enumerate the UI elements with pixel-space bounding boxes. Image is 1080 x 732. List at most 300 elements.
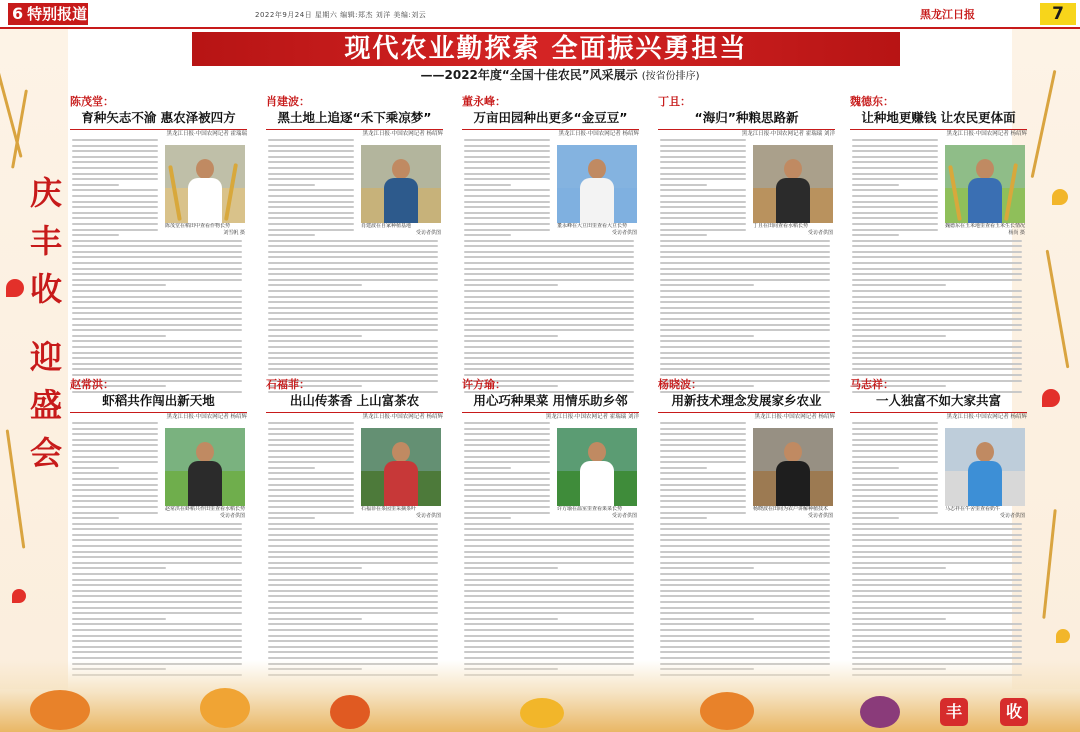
text-line — [72, 623, 242, 625]
text-line — [660, 284, 754, 286]
text-line — [660, 206, 746, 208]
text-line — [72, 139, 158, 141]
text-line — [268, 240, 438, 242]
text-line — [464, 478, 550, 480]
text-line — [464, 329, 634, 331]
text-line — [268, 212, 354, 214]
text-line — [464, 623, 634, 625]
text-line — [852, 346, 1022, 348]
text-line — [268, 500, 354, 502]
text-line — [852, 467, 899, 469]
text-line — [464, 489, 550, 491]
text-line — [72, 506, 158, 508]
text-line — [464, 545, 634, 547]
text-line — [660, 500, 746, 502]
text-line — [268, 612, 438, 614]
text-line — [852, 173, 938, 175]
text-line — [464, 262, 634, 264]
text-line — [660, 256, 830, 258]
text-line — [72, 312, 242, 314]
text-line — [72, 161, 158, 163]
text-line — [268, 284, 362, 286]
text-line — [268, 245, 438, 247]
text-line — [268, 567, 362, 569]
newspaper-name: 黑龙江日报 — [920, 8, 975, 21]
text-line — [72, 145, 158, 147]
text-line — [464, 251, 634, 253]
text-line — [852, 629, 1022, 631]
photo-credit: 受访者供图 — [999, 513, 1025, 519]
text-line — [660, 273, 830, 275]
corn-icon — [520, 698, 564, 728]
text-line — [464, 150, 550, 152]
text-line — [268, 512, 354, 514]
text-line — [268, 368, 438, 370]
text-line — [464, 167, 550, 169]
text-line — [852, 374, 1022, 376]
farmer-name: 马志祥： — [850, 378, 894, 391]
text-line — [268, 301, 438, 303]
text-line — [268, 234, 315, 236]
photo-credit: 受访者供图 — [415, 513, 441, 519]
page-number-left: 6 — [12, 4, 24, 23]
article-byline: 黑龙江日报·中国农网记者 霍瑞瑞 — [166, 131, 247, 137]
text-line — [464, 573, 634, 575]
text-line — [852, 251, 1022, 253]
text-line — [852, 556, 1022, 558]
text-line — [268, 329, 438, 331]
text-line — [72, 539, 242, 541]
text-line — [72, 251, 242, 253]
pumpkin-icon — [700, 692, 754, 730]
text-line — [72, 472, 158, 474]
text-line — [464, 607, 634, 609]
text-line — [268, 217, 354, 219]
text-line — [268, 150, 354, 152]
text-line — [464, 590, 634, 592]
text-line — [660, 268, 830, 270]
text-line — [660, 472, 746, 474]
article-headline: 虾稻共作闯出新天地 — [102, 393, 215, 408]
text-line — [464, 506, 550, 508]
text-line — [464, 268, 634, 270]
text-line — [72, 167, 158, 169]
article-byline: 黑龙江日报·中国农网记者 杨绍辉 — [362, 414, 443, 420]
text-line — [72, 551, 242, 553]
photo-credit: 刘雪帆 摄 — [223, 230, 245, 236]
page-header — [0, 0, 1080, 28]
text-line — [852, 307, 1022, 309]
wheat-stalk-icon — [0, 70, 23, 158]
text-line — [852, 150, 938, 152]
text-line — [268, 618, 362, 620]
text-line — [852, 296, 1022, 298]
text-line — [660, 439, 746, 441]
text-line — [852, 161, 938, 163]
text-line — [72, 184, 119, 186]
text-line — [72, 240, 242, 242]
text-line — [464, 173, 550, 175]
text-line — [464, 640, 634, 642]
photo-caption: 肖建波在自家种植基地 — [361, 223, 412, 229]
text-line — [72, 245, 242, 247]
article-body — [266, 139, 443, 399]
text-line — [852, 422, 938, 424]
text-line — [660, 579, 830, 581]
text-line — [268, 539, 438, 541]
text-line — [464, 240, 634, 242]
text-line — [268, 161, 354, 163]
page-title: 现代农业勤探索 全面振兴勇担当 — [344, 34, 748, 64]
text-line — [852, 539, 1022, 541]
text-line — [72, 346, 242, 348]
text-line — [464, 428, 550, 430]
text-line — [464, 512, 550, 514]
text-line — [660, 217, 746, 219]
text-line — [852, 635, 1022, 637]
text-line — [852, 206, 938, 208]
text-line — [852, 329, 1022, 331]
text-line — [72, 262, 242, 264]
body-text — [464, 139, 634, 396]
photo-caption: 董永峰在大豆田里查看大豆长势 — [557, 223, 628, 229]
text-line — [660, 646, 830, 648]
text-line — [660, 156, 746, 158]
text-line — [852, 489, 938, 491]
text-line — [72, 340, 242, 342]
flower-icon — [1042, 389, 1060, 407]
text-line — [852, 579, 1022, 581]
text-line — [852, 268, 1022, 270]
text-line — [72, 484, 158, 486]
text-line — [852, 562, 1022, 564]
text-line — [268, 262, 438, 264]
text-line — [268, 517, 315, 519]
text-line — [660, 324, 830, 326]
article-byline: 黑龙江日报·中国农网记者 杨绍辉 — [558, 131, 639, 137]
text-line — [72, 528, 242, 530]
text-line — [660, 584, 830, 586]
text-line — [464, 307, 634, 309]
text-line — [268, 472, 354, 474]
text-line — [464, 584, 634, 586]
text-line — [660, 201, 746, 203]
photo-credit: 受访者供图 — [415, 230, 441, 236]
text-line — [852, 528, 1022, 530]
article-card — [70, 378, 247, 683]
farmer-name: 陈茂堂： — [70, 95, 114, 108]
text-line — [660, 229, 746, 231]
wheat-stalk-icon — [1046, 250, 1070, 369]
text-line — [660, 489, 746, 491]
text-line — [852, 433, 938, 435]
text-line — [464, 145, 550, 147]
slogan-char: 丰 — [30, 222, 63, 260]
wheat-stalk-icon — [6, 429, 26, 548]
text-line — [72, 201, 158, 203]
text-line — [852, 201, 938, 203]
text-line — [464, 340, 634, 342]
text-line — [268, 223, 354, 225]
text-line — [72, 651, 242, 653]
text-line — [852, 612, 1022, 614]
text-line — [268, 607, 438, 609]
text-line — [852, 167, 938, 169]
text-line — [464, 357, 634, 359]
text-line — [464, 284, 558, 286]
text-line — [268, 178, 354, 180]
text-line — [72, 318, 242, 320]
article-body — [70, 139, 247, 399]
text-line — [660, 307, 830, 309]
text-line — [464, 352, 634, 354]
article-card — [70, 95, 247, 400]
text-line — [464, 279, 634, 281]
text-line — [464, 651, 634, 653]
slogan-char: 迎 — [30, 338, 63, 376]
text-line — [464, 156, 550, 158]
body-text — [72, 422, 242, 679]
photo-credit: 受访者供图 — [611, 230, 637, 236]
text-line — [660, 340, 830, 342]
text-line — [72, 268, 242, 270]
text-line — [72, 612, 242, 614]
article-card — [850, 378, 1027, 683]
text-line — [464, 567, 558, 569]
text-line — [660, 612, 830, 614]
text-line — [72, 273, 242, 275]
text-line — [464, 335, 558, 337]
text-line — [852, 601, 1022, 603]
text-line — [660, 601, 830, 603]
text-line — [852, 646, 1022, 648]
text-line — [660, 178, 746, 180]
text-line — [464, 223, 550, 225]
text-line — [72, 279, 242, 281]
text-line — [660, 567, 754, 569]
text-line — [72, 512, 158, 514]
text-line — [464, 467, 511, 469]
subtitle-note: (按省份排序) — [641, 71, 700, 82]
text-line — [464, 301, 634, 303]
text-line — [852, 195, 938, 197]
text-line — [660, 161, 746, 163]
photo-credit: 受访者供图 — [611, 513, 637, 519]
text-line — [852, 450, 938, 452]
text-line — [268, 450, 354, 452]
text-line — [268, 444, 354, 446]
article-body — [462, 139, 639, 399]
photo-credit: 杨尚 摄 — [1008, 230, 1025, 236]
text-line — [268, 489, 354, 491]
text-line — [660, 461, 746, 463]
text-line — [268, 523, 438, 525]
text-line — [72, 439, 158, 441]
text-line — [852, 184, 899, 186]
text-line — [464, 601, 634, 603]
text-line — [660, 290, 830, 292]
text-line — [268, 184, 315, 186]
text-line — [268, 296, 438, 298]
text-line — [72, 324, 242, 326]
article-body — [70, 422, 247, 682]
text-line — [852, 279, 1022, 281]
text-line — [852, 545, 1022, 547]
text-line — [464, 217, 550, 219]
text-line — [268, 562, 438, 564]
article-body — [462, 422, 639, 682]
text-line — [268, 346, 438, 348]
article-headline: 育种矢志不渝 惠农泽被四方 — [81, 110, 236, 125]
text-line — [852, 240, 1022, 242]
text-line — [268, 551, 438, 553]
text-line — [268, 335, 362, 337]
text-line — [268, 189, 354, 191]
text-line — [852, 178, 938, 180]
text-line — [72, 223, 158, 225]
slogan-char: 盛 — [30, 386, 63, 424]
photo-caption: 杨晓波在田间为农户讲解种植技术 — [753, 506, 829, 512]
article-card — [462, 95, 639, 400]
text-line — [72, 301, 242, 303]
text-line — [464, 523, 634, 525]
left-decoration — [0, 29, 68, 689]
article-byline: 黑龙江日报·中国农网记者 霍瑞瑞 刘洋 — [741, 131, 835, 137]
text-line — [464, 579, 634, 581]
article-card — [658, 378, 835, 683]
text-line — [660, 450, 746, 452]
text-line — [852, 156, 938, 158]
text-line — [852, 145, 938, 147]
text-line — [660, 251, 830, 253]
text-line — [72, 212, 158, 214]
wheat-stalk-icon — [1042, 509, 1056, 619]
text-line — [852, 484, 938, 486]
text-line — [72, 545, 242, 547]
text-line — [464, 363, 634, 365]
text-line — [464, 296, 634, 298]
text-line — [660, 495, 746, 497]
article-byline: 黑龙江日报·中国农网记者 杨绍辉 — [754, 414, 835, 420]
text-line — [72, 567, 166, 569]
vertical-slogan — [30, 169, 62, 477]
text-line — [72, 534, 242, 536]
photo-caption: 马志祥在牛舍里查看奶牛 — [945, 506, 1001, 512]
text-line — [464, 422, 550, 424]
farmer-name: 石福菲： — [266, 378, 310, 391]
text-line — [72, 206, 158, 208]
text-line — [464, 201, 550, 203]
text-line — [72, 500, 158, 502]
text-line — [72, 368, 242, 370]
farmer-name: 肖建波： — [266, 95, 310, 108]
text-line — [660, 301, 830, 303]
text-line — [852, 363, 1022, 365]
pumpkin-icon — [200, 688, 250, 728]
text-line — [72, 307, 242, 309]
text-line — [72, 189, 158, 191]
text-line — [72, 657, 242, 659]
text-line — [268, 229, 354, 231]
photo-caption: 石福菲在茶园里采摘茶叶 — [361, 506, 417, 512]
text-line — [464, 534, 634, 536]
text-line — [852, 340, 1022, 342]
text-line — [660, 368, 830, 370]
text-line — [852, 456, 938, 458]
text-line — [852, 573, 1022, 575]
text-line — [660, 139, 746, 141]
farmer-name: 董永峰： — [462, 95, 506, 108]
text-line — [464, 439, 550, 441]
text-line — [852, 229, 938, 231]
text-line — [268, 268, 438, 270]
article-headline: 用心巧种果菜 用情乐助乡邻 — [473, 393, 628, 408]
text-line — [852, 657, 1022, 659]
text-line — [464, 528, 634, 530]
text-line — [464, 646, 634, 648]
text-line — [464, 256, 634, 258]
text-line — [852, 357, 1022, 359]
text-line — [852, 512, 938, 514]
article-card — [266, 378, 443, 683]
text-line — [268, 623, 438, 625]
text-line — [852, 352, 1022, 354]
body-text — [852, 139, 1022, 396]
text-line — [852, 324, 1022, 326]
text-line — [852, 428, 938, 430]
article-card — [266, 95, 443, 400]
text-line — [268, 439, 354, 441]
text-line — [268, 545, 438, 547]
text-line — [464, 374, 634, 376]
text-line — [852, 623, 1022, 625]
text-line — [660, 428, 746, 430]
text-line — [268, 195, 354, 197]
text-line — [852, 234, 899, 236]
text-line — [72, 173, 158, 175]
farmer-name: 丁且： — [658, 95, 691, 108]
body-text — [268, 422, 438, 679]
text-line — [464, 139, 550, 141]
text-line — [268, 167, 354, 169]
article-headline: 用新技术理念发展家乡农业 — [671, 393, 822, 408]
text-line — [660, 329, 830, 331]
text-line — [268, 635, 438, 637]
text-line — [464, 484, 550, 486]
photo-caption: 许方瑜在温室里查看果菜长势 — [557, 506, 623, 512]
slogan-char: 收 — [30, 270, 63, 308]
text-line — [72, 618, 166, 620]
text-line — [660, 517, 707, 519]
text-line — [660, 618, 754, 620]
article-body — [658, 139, 835, 399]
text-line — [660, 189, 746, 191]
text-line — [72, 579, 242, 581]
pumpkin-icon — [30, 690, 90, 730]
text-line — [268, 646, 438, 648]
text-line — [660, 234, 707, 236]
text-line — [268, 601, 438, 603]
text-line — [268, 640, 438, 642]
text-line — [852, 368, 1022, 370]
text-line — [852, 495, 938, 497]
text-line — [464, 472, 550, 474]
pumpkin-icon — [330, 695, 370, 729]
text-line — [72, 461, 158, 463]
text-line — [72, 456, 158, 458]
text-line — [660, 312, 830, 314]
text-line — [464, 189, 550, 191]
